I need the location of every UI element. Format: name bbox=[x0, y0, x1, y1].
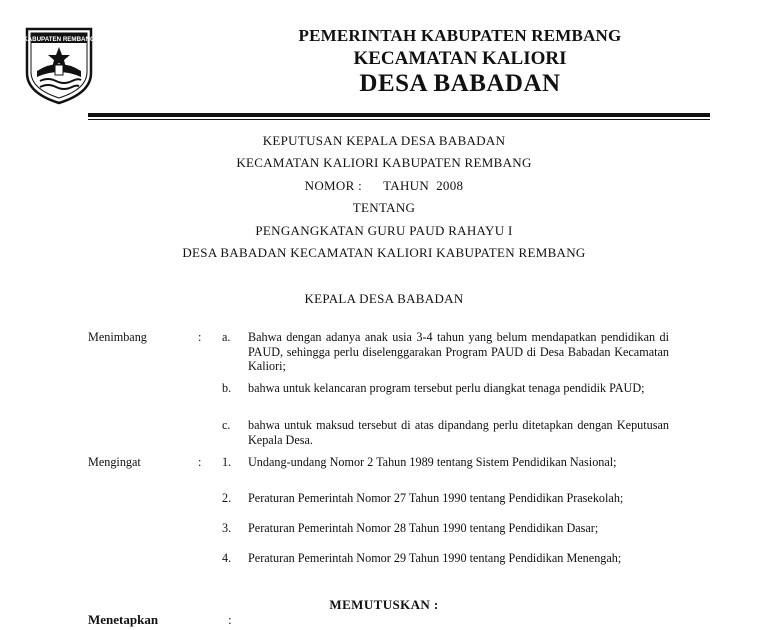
mengingat-item-marker: 3. bbox=[222, 521, 232, 535]
menimbang-item-marker: c. bbox=[222, 418, 231, 432]
letterhead-divider-thick bbox=[88, 113, 710, 117]
letterhead-village: DESA BABADAN bbox=[359, 70, 561, 97]
menimbang-colon: : bbox=[198, 330, 202, 344]
seal-text: KABUPATEN REMBANG bbox=[24, 36, 94, 43]
menimbang-item-text: Bahwa dengan adanya anak usia 3-4 tahun yang belum mendapatkan pendidikan di PAUD, sehingga perlu diselenggarakan Program PAUD di Desa Babadan Kecamatan Kaliori; bbox=[248, 330, 669, 374]
decree-issuer: KEPALA DESA BABADAN bbox=[304, 291, 464, 306]
menimbang-item-text: bahwa untuk kelancaran program tersebut perlu diangkat tenaga pendidik PAUD; bbox=[248, 381, 645, 395]
mengingat-colon: : bbox=[198, 455, 202, 469]
decree-subject: PENGANGKATAN GURU PAUD RAHAYU I bbox=[255, 223, 513, 238]
regency-seal-logo bbox=[24, 27, 94, 105]
letterhead-divider-thin bbox=[88, 119, 710, 120]
decree-about-label: TENTANG bbox=[352, 200, 416, 215]
menetapkan-colon: : bbox=[228, 612, 232, 627]
decree-region: KECAMATAN KALIORI KABUPATEN REMBANG bbox=[236, 155, 532, 170]
menimbang-item-text: bahwa untuk maksud tersebut di atas dipandang perlu ditetapkan dengan Keputusan Kepala Desa. bbox=[248, 418, 669, 447]
letterhead-government: PEMERINTAH KABUPATEN REMBANG bbox=[298, 26, 622, 45]
mengingat-item-marker: 4. bbox=[222, 551, 232, 565]
mengingat-item-marker: 2. bbox=[222, 491, 232, 505]
menimbang-item-marker: b. bbox=[222, 381, 232, 395]
menimbang-label: Menimbang bbox=[88, 330, 147, 344]
mengingat-item-marker: 1. bbox=[222, 455, 232, 469]
decree-number: NOMOR : TAHUN 2008 bbox=[304, 178, 464, 193]
decree-title: KEPUTUSAN KEPALA DESA BABADAN bbox=[262, 133, 506, 148]
decree-subject-location: DESA BABADAN KECAMATAN KALIORI KABUPATEN REMBANG bbox=[182, 245, 586, 260]
mengingat-label: Mengingat bbox=[88, 455, 141, 469]
menimbang-item-marker: a. bbox=[222, 330, 231, 344]
letterhead-district: KECAMATAN KALIORI bbox=[353, 48, 567, 69]
memutuskan-heading: MEMUTUSKAN : bbox=[329, 597, 439, 612]
mengingat-item-text: Peraturan Pemerintah Nomor 29 Tahun 1990 tentang Pendidikan Menengah; bbox=[248, 551, 622, 565]
mengingat-item-text: Peraturan Pemerintah Nomor 28 Tahun 1990 tentang Pendidikan Dasar; bbox=[248, 521, 599, 535]
menetapkan-label: Menetapkan bbox=[88, 612, 159, 627]
mengingat-item-text: Undang-undang Nomor 2 Tahun 1989 tentang Sistem Pendidikan Nasional; bbox=[248, 455, 617, 469]
mengingat-item-text: Peraturan Pemerintah Nomor 27 Tahun 1990 tentang Pendidikan Prasekolah; bbox=[248, 491, 624, 505]
